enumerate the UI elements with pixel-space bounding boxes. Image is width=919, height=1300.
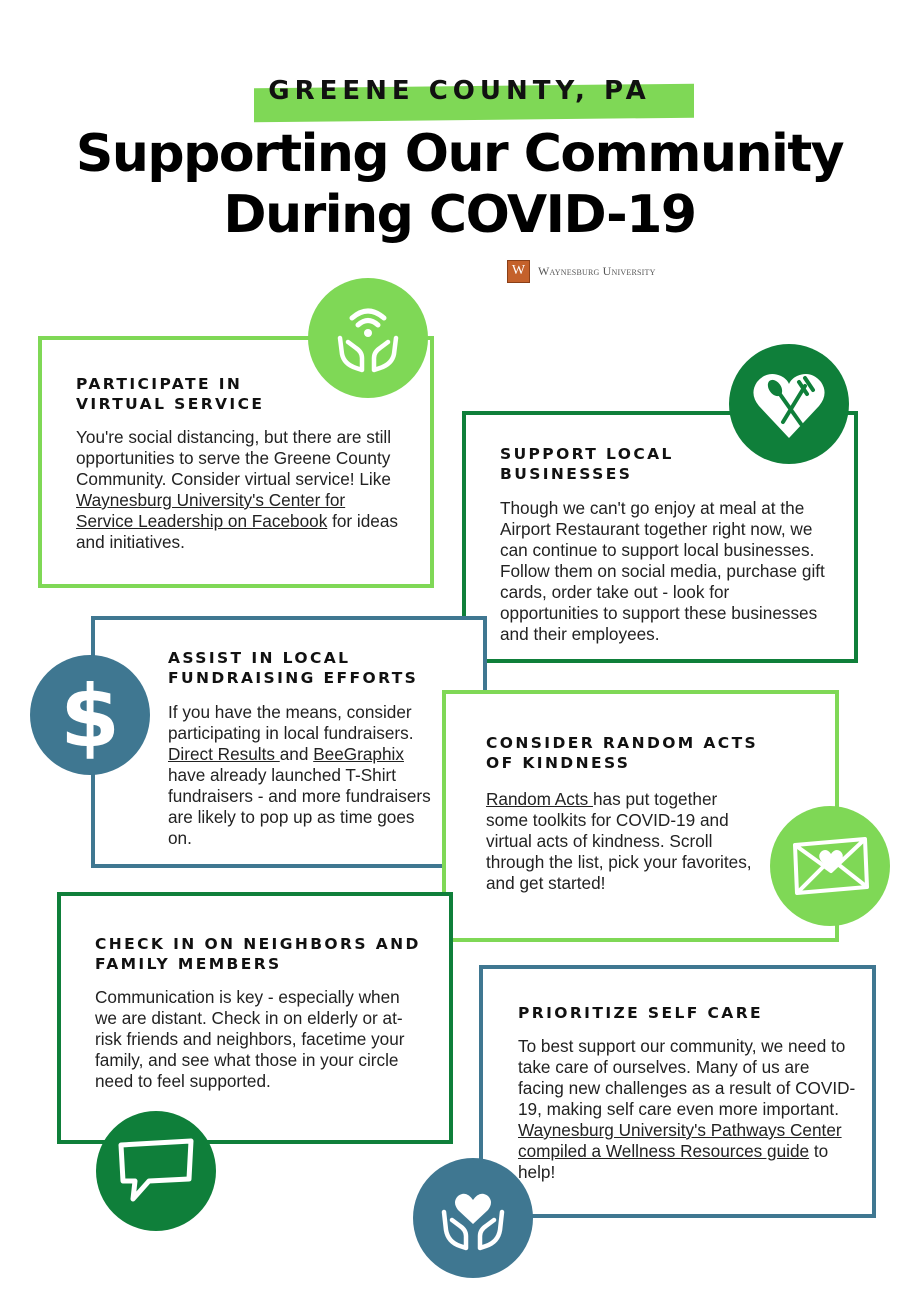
- neighbors-text: Communication is key - especially when we are distant. Check in on elderly or at-risk friends and neighbors, facetime your family, and see what those in your circle need to feel supported.: [95, 987, 405, 1091]
- dollar-icon: [30, 655, 150, 775]
- heart-hands-icon: [413, 1158, 533, 1278]
- university-logo: [507, 259, 656, 283]
- neighbors-heading: CHECK IN ON NEIGHBORS AND FAMILY MEMBERS: [95, 935, 421, 973]
- location-kicker: GREENE COUNTY, PA: [268, 76, 651, 106]
- kindness-text: Random Acts has put together some toolkits for COVID-19 and virtual acts of kindness. Scroll through the list, pick your favorites, and get started!: [486, 789, 752, 893]
- self-care-heading: PRIORITIZE SELF CARE: [518, 1004, 764, 1022]
- fundraising-text: If you have the means, consider participating in local fundraisers. Direct Results and BeeGraphix have already launched T-Shirt fundraisers - and more fundraisers are likely to pop up as time goes on.: [168, 702, 431, 848]
- title-line-1: Supporting Our Community: [75, 124, 844, 184]
- direct-results-link[interactable]: Direct Results: [168, 744, 280, 764]
- fundraising-card-right-edge: [483, 616, 487, 692]
- virtual-service-heading: PARTICIPATE IN VIRTUAL SERVICE: [76, 375, 265, 413]
- local-business-text: Though we can't go enjoy at meal at the Airport Restaurant together right now, we can continue to support local businesses. Follow them on social media, purchase gift cards, order take out - look for opportunities to support these businesses and their employees.: [500, 498, 825, 644]
- self-care-text: To best support our community, we need to take care of ourselves. Many of us are facing new challenges as a result of COVID-19, making self care even more important. Waynesburg University's Pathways Center compiled a Wellness Resources guide to help!: [518, 1036, 856, 1182]
- local-business-heading: SUPPORT LOCAL BUSINESSES: [500, 445, 674, 483]
- virtual-service-text: You're social distancing, but there are still opportunities to serve the Greene County Community. Consider virtual service! Like Waynesburg University's Center for Service Leadership on Facebook for ideas and initiatives.: [76, 427, 398, 552]
- service-leadership-link[interactable]: Waynesburg University's Center for Service Leadership on Facebook: [76, 490, 346, 531]
- title-line-2: During COVID-19: [223, 185, 696, 245]
- speech-bubble-icon: [96, 1111, 216, 1231]
- logo-text: Waynesburg University: [538, 263, 656, 278]
- kindness-heading: CONSIDER RANDOM ACTS OF KINDNESS: [486, 734, 759, 772]
- page-title: [0, 124, 919, 246]
- random-acts-link[interactable]: Random Acts: [486, 789, 593, 809]
- logo-mark: W: [507, 260, 530, 283]
- beegraphix-link[interactable]: BeeGraphix: [313, 744, 404, 764]
- svg-text:$: $: [60, 670, 120, 760]
- wellness-resources-link[interactable]: Waynesburg University's Pathways Center compiled a Wellness Resources guide: [518, 1120, 842, 1161]
- heart-envelope-icon: [770, 806, 890, 926]
- fundraising-heading: ASSIST IN LOCAL FUNDRAISING EFFORTS: [168, 649, 419, 687]
